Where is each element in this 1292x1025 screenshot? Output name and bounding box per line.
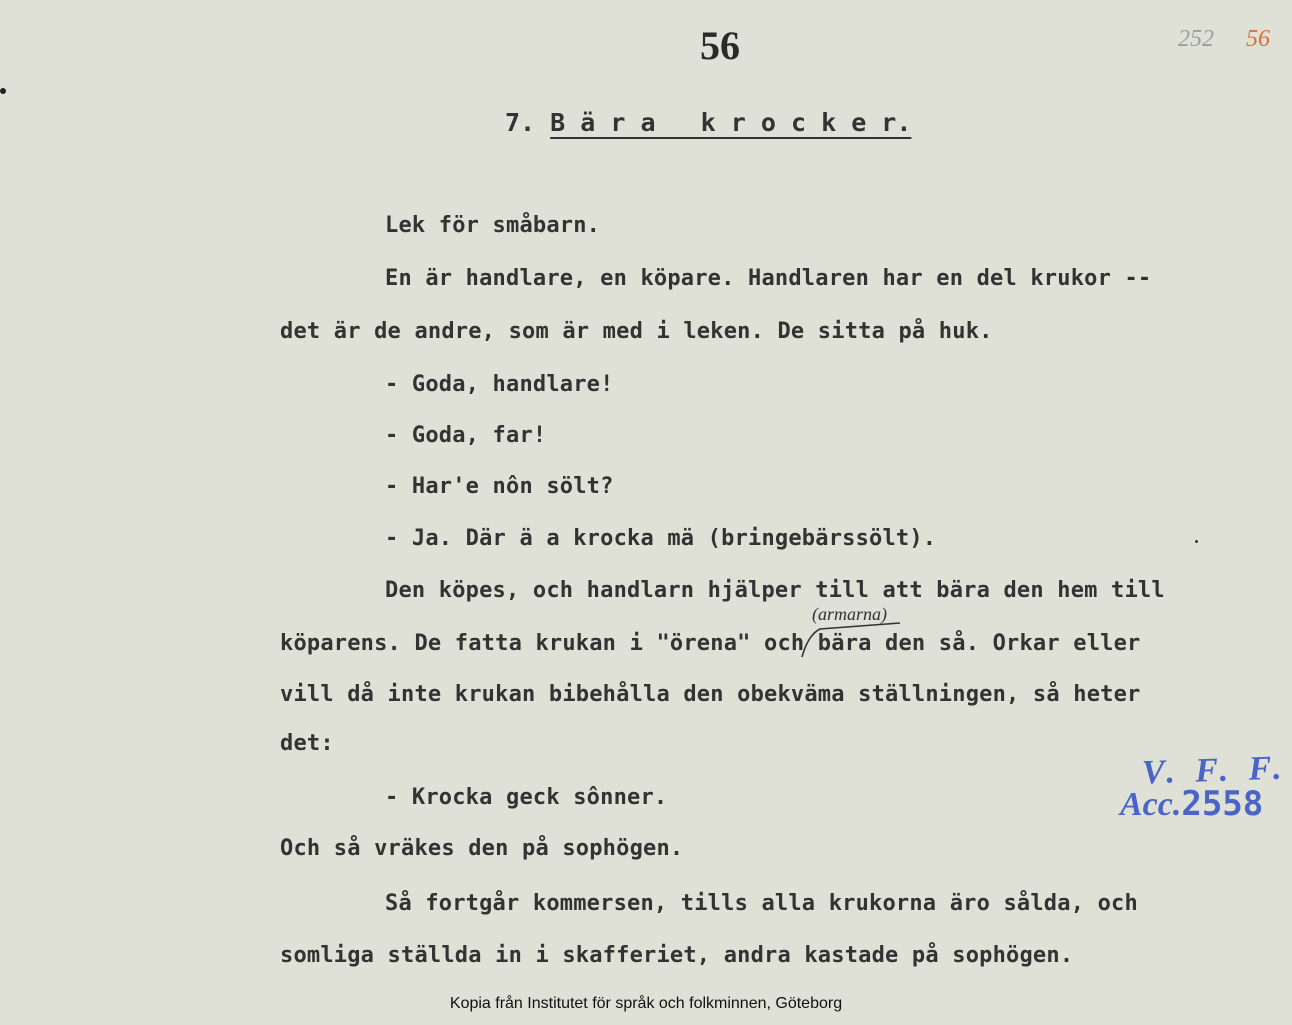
watermark-bleed <box>230 0 320 700</box>
body-line: Den köpes, och handlarn hjälper till att bära den hem till <box>385 578 1165 603</box>
body-line: Så fortgår kommersen, tills alla krukorna äro sålda, och <box>385 891 1138 916</box>
body-line: - Krocka geck sônner. <box>385 785 668 810</box>
body-line: - Goda, handlare! <box>385 372 614 397</box>
body-line: det är de andre, som är med i leken. De sitta på huk. <box>280 319 993 344</box>
body-line: - Goda, far! <box>385 423 547 448</box>
body-line: - Har'e nôn sölt? <box>385 474 614 499</box>
insertion-caret <box>790 605 910 665</box>
stamp-number: 2558 <box>1181 784 1264 824</box>
archive-numbers <box>1178 26 1270 53</box>
title-number: 7. <box>505 108 536 137</box>
stray-mark <box>1195 540 1198 543</box>
body-line: Och så vräkes den på sophögen. <box>280 836 684 861</box>
body-line: - Ja. Där ä a krocka mä (bringebärssölt). <box>385 526 937 551</box>
stray-mark <box>0 88 6 94</box>
stamp-prefix: Acc. <box>1120 786 1182 823</box>
section-title <box>505 108 911 137</box>
body-line: En är handlare, en köpare. Handlaren har en del krukor -- <box>385 266 1152 291</box>
body-line: Lek för småbarn. <box>385 213 601 238</box>
body-line: somliga ställda in i skafferiet, andra kastade på sophögen. <box>280 943 1074 968</box>
title-text: B ä r a k r o c k e r. <box>550 108 912 137</box>
archive-number-red: 56 <box>1246 26 1270 52</box>
archive-number-pencil: 252 <box>1178 26 1214 52</box>
body-line: köparens. De fatta krukan i "örena" och bära den så. Orkar eller <box>280 631 1141 656</box>
body-line: vill då inte krukan bibehålla den obekväma ställningen, så heter <box>280 682 1141 707</box>
page-number: 56 <box>700 23 740 68</box>
stamp-line1: V. F. F. <box>1141 749 1288 792</box>
body-line: det: <box>280 731 334 756</box>
handwritten-insertion: (armarna) <box>812 604 887 624</box>
archive-stamp <box>1120 749 1288 824</box>
footer-credit: Kopia från Institutet för språk och folkminnen, Göteborg <box>449 995 843 1012</box>
